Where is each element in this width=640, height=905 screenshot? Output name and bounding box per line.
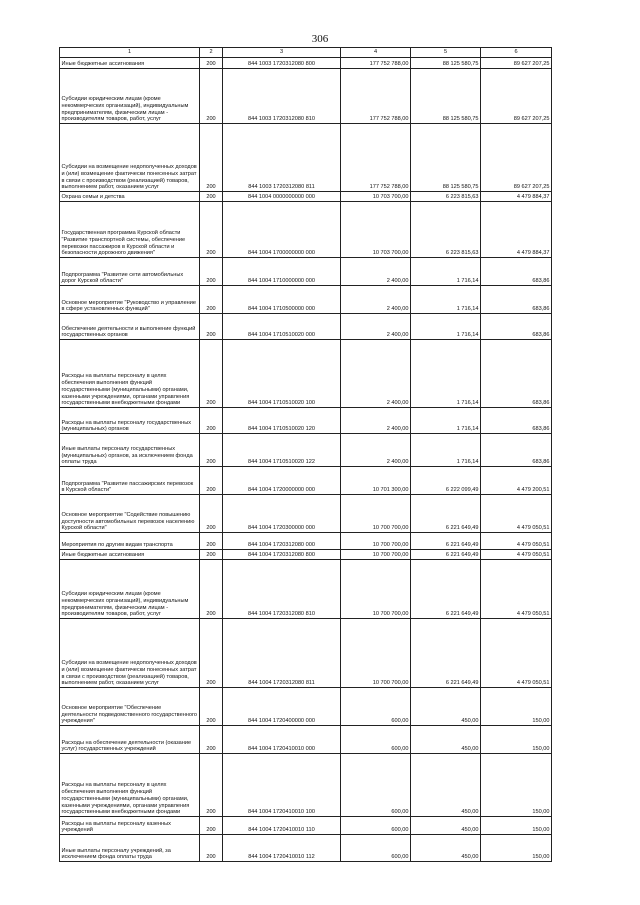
- row-value-col6-cell: 683,86: [481, 286, 552, 314]
- row-value-col5-cell: 450,00: [411, 726, 481, 754]
- row-code-cell: 844 1003 1720312080 800: [223, 58, 341, 69]
- row-admin-cell: 200: [200, 835, 223, 862]
- row-name-cell: Основное мероприятие "Содействие повышению доступности автомобильных перевозок населению Курской области": [60, 495, 200, 533]
- row-value-col5-cell: 1 716,14: [411, 408, 481, 434]
- row-name-cell: Субсидии на возмещение недополученных доходов и (или) возмещение фактически понесенных затрат в связи с производством (реализацией) товаров, выполнением работ, оказанием услуг: [60, 619, 200, 688]
- row-value-col4-cell: 10 700 700,00: [341, 495, 411, 533]
- table-row: [60, 434, 552, 467]
- row-value-col6-cell: 150,00: [481, 754, 552, 817]
- row-value-col5-cell: 6 223 815,63: [411, 192, 481, 202]
- table-row: [60, 550, 552, 560]
- row-code-cell: 844 1003 1720312080 811: [223, 124, 341, 192]
- table-row: [60, 124, 552, 192]
- row-value-col6-cell: 150,00: [481, 817, 552, 835]
- row-code-cell: 844 1004 1720312080 811: [223, 619, 341, 688]
- row-value-col4-cell: 600,00: [341, 817, 411, 835]
- row-value-col5-cell: 88 125 580,75: [411, 58, 481, 69]
- table-row: [60, 835, 552, 862]
- row-admin-cell: 200: [200, 340, 223, 408]
- row-admin-cell: 200: [200, 754, 223, 817]
- row-name-cell: Иные выплаты персоналу государственных (муниципальных) органов, за исключением фонда оплаты труда: [60, 434, 200, 467]
- row-name-cell: Расходы на выплаты персоналу казенных учреждений: [60, 817, 200, 835]
- row-value-col5-cell: 1 716,14: [411, 340, 481, 408]
- row-name-cell: Основное мероприятие "Руководство и управление в сфере установленных функций": [60, 286, 200, 314]
- table-row: [60, 688, 552, 726]
- row-value-col6-cell: 683,86: [481, 434, 552, 467]
- row-code-cell: 844 1004 1720400000 000: [223, 688, 341, 726]
- table-row: [60, 817, 552, 835]
- row-value-col4-cell: 2 400,00: [341, 340, 411, 408]
- row-code-cell: 844 1004 1710510020 100: [223, 340, 341, 408]
- table-row: [60, 754, 552, 817]
- row-name-cell: Иные бюджетные ассигнования: [60, 58, 200, 69]
- row-code-cell: 844 1004 1720410010 112: [223, 835, 341, 862]
- row-value-col6-cell: 4 479 050,51: [481, 550, 552, 560]
- row-name-cell: Расходы на выплаты персоналу в целях обеспечения выполнения функций государственными (муниципальными) органами, казенными учреждениями, органами управления государственными внебюджетными фондами: [60, 340, 200, 408]
- row-value-col6-cell: 4 479 050,51: [481, 619, 552, 688]
- row-value-col4-cell: 10 703 700,00: [341, 202, 411, 258]
- row-code-cell: 844 1004 1700000000 000: [223, 202, 341, 258]
- row-name-cell: Расходы на выплаты персоналу государственных (муниципальных) органов: [60, 408, 200, 434]
- row-code-cell: 844 1004 1710510020 120: [223, 408, 341, 434]
- row-value-col6-cell: 150,00: [481, 688, 552, 726]
- row-code-cell: 844 1004 1710510020 122: [223, 434, 341, 467]
- row-value-col6-cell: 150,00: [481, 726, 552, 754]
- row-name-cell: Мероприятия по другим видам транспорта: [60, 533, 200, 550]
- column-header: 4: [341, 48, 411, 58]
- row-code-cell: 844 1004 1720410010 110: [223, 817, 341, 835]
- row-value-col4-cell: 177 752 788,00: [341, 124, 411, 192]
- row-value-col4-cell: 600,00: [341, 726, 411, 754]
- row-value-col6-cell: 4 479 050,51: [481, 533, 552, 550]
- row-name-cell: Государственная программа Курской области "Развитие транспортной системы, обеспечение перевозки пассажиров в Курской области и безопасности дорожного движения": [60, 202, 200, 258]
- row-admin-cell: 200: [200, 286, 223, 314]
- table-row: [60, 467, 552, 495]
- row-value-col5-cell: 88 125 580,75: [411, 124, 481, 192]
- row-name-cell: Иные бюджетные ассигнования: [60, 550, 200, 560]
- row-name-cell: Подпрограмма "Развитие пассажирских перевозок в Курской области": [60, 467, 200, 495]
- header-row: [60, 48, 552, 58]
- row-value-col6-cell: 89 627 207,25: [481, 58, 552, 69]
- table-row: [60, 619, 552, 688]
- row-value-col6-cell: 4 479 050,51: [481, 495, 552, 533]
- row-value-col5-cell: 450,00: [411, 754, 481, 817]
- row-value-col6-cell: 4 479 884,37: [481, 202, 552, 258]
- row-admin-cell: 200: [200, 202, 223, 258]
- row-value-col5-cell: 6 221 649,49: [411, 533, 481, 550]
- row-value-col4-cell: 2 400,00: [341, 408, 411, 434]
- table-row: [60, 495, 552, 533]
- row-admin-cell: 200: [200, 560, 223, 619]
- row-value-col4-cell: 10 700 700,00: [341, 619, 411, 688]
- row-admin-cell: 200: [200, 817, 223, 835]
- table-row: [60, 286, 552, 314]
- row-code-cell: 844 1004 0000000000 000: [223, 192, 341, 202]
- row-value-col5-cell: 88 125 580,75: [411, 69, 481, 124]
- page-number: 306: [311, 33, 329, 45]
- row-value-col6-cell: 683,86: [481, 340, 552, 408]
- table-row: [60, 192, 552, 202]
- row-name-cell: Субсидии на возмещение недополученных доходов и (или) возмещение фактически понесенных затрат в связи с производством (реализацией) товаров, выполнением работ, оказанием услуг: [60, 124, 200, 192]
- row-value-col4-cell: 600,00: [341, 688, 411, 726]
- row-value-col4-cell: 2 400,00: [341, 434, 411, 467]
- row-code-cell: 844 1004 1710000000 000: [223, 258, 341, 286]
- row-admin-cell: 200: [200, 58, 223, 69]
- row-value-col4-cell: 600,00: [341, 835, 411, 862]
- row-value-col5-cell: 6 221 649,49: [411, 619, 481, 688]
- row-value-col4-cell: 177 752 788,00: [341, 58, 411, 69]
- row-value-col4-cell: 2 400,00: [341, 258, 411, 286]
- row-code-cell: 844 1004 1720410010 100: [223, 754, 341, 817]
- row-value-col5-cell: 1 716,14: [411, 258, 481, 286]
- row-admin-cell: 200: [200, 314, 223, 340]
- row-value-col4-cell: 10 700 700,00: [341, 550, 411, 560]
- row-value-col5-cell: 1 716,14: [411, 434, 481, 467]
- row-value-col4-cell: 2 400,00: [341, 314, 411, 340]
- row-value-col5-cell: 6 221 649,49: [411, 495, 481, 533]
- row-name-cell: Расходы на обеспечение деятельности (оказание услуг) государственных учреждений: [60, 726, 200, 754]
- column-header: 2: [200, 48, 223, 58]
- table-row: [60, 340, 552, 408]
- row-name-cell: Субсидии юридическим лицам (кроме некоммерческих организаций), индивидуальным предпринимателям, физическим лицам - производителям товаров, работ, услуг: [60, 69, 200, 124]
- column-header: 6: [481, 48, 552, 58]
- row-value-col4-cell: 10 701 300,00: [341, 467, 411, 495]
- table-body: [60, 58, 552, 862]
- row-admin-cell: 200: [200, 619, 223, 688]
- table-row: [60, 314, 552, 340]
- table-row: [60, 408, 552, 434]
- row-code-cell: 844 1004 1720410010 000: [223, 726, 341, 754]
- row-value-col4-cell: 600,00: [341, 754, 411, 817]
- row-value-col4-cell: 2 400,00: [341, 286, 411, 314]
- row-value-col5-cell: 450,00: [411, 688, 481, 726]
- row-name-cell: Подпрограмма "Развитие сети автомобильных дорог Курской области": [60, 258, 200, 286]
- row-admin-cell: 200: [200, 688, 223, 726]
- table-row: [60, 560, 552, 619]
- row-name-cell: Основное мероприятие "Обеспечение деятельности подведомственного государственного учреждения": [60, 688, 200, 726]
- row-value-col5-cell: 1 716,14: [411, 286, 481, 314]
- row-name-cell: Охрана семьи и детства: [60, 192, 200, 202]
- row-code-cell: 844 1004 1720312080 800: [223, 550, 341, 560]
- table-row: [60, 69, 552, 124]
- column-header: 5: [411, 48, 481, 58]
- row-value-col4-cell: 177 752 788,00: [341, 69, 411, 124]
- row-admin-cell: 200: [200, 434, 223, 467]
- row-value-col5-cell: 450,00: [411, 817, 481, 835]
- row-value-col5-cell: 450,00: [411, 835, 481, 862]
- table-row: [60, 202, 552, 258]
- row-value-col5-cell: 6 221 649,49: [411, 550, 481, 560]
- row-value-col4-cell: 10 703 700,00: [341, 192, 411, 202]
- row-code-cell: 844 1004 1720312080 810: [223, 560, 341, 619]
- row-admin-cell: 200: [200, 124, 223, 192]
- budget-table: [59, 47, 552, 862]
- row-value-col4-cell: 10 700 700,00: [341, 560, 411, 619]
- row-admin-cell: 200: [200, 258, 223, 286]
- row-name-cell: Иные выплаты персоналу учреждений, за исключением фонда оплаты труда: [60, 835, 200, 862]
- row-admin-cell: 200: [200, 467, 223, 495]
- row-value-col6-cell: 4 479 884,37: [481, 192, 552, 202]
- row-admin-cell: 200: [200, 533, 223, 550]
- row-value-col5-cell: 6 222 099,49: [411, 467, 481, 495]
- row-value-col6-cell: 683,86: [481, 258, 552, 286]
- row-value-col5-cell: 6 223 815,63: [411, 202, 481, 258]
- row-value-col4-cell: 10 700 700,00: [341, 533, 411, 550]
- row-code-cell: 844 1004 1710510020 000: [223, 314, 341, 340]
- row-admin-cell: 200: [200, 69, 223, 124]
- row-name-cell: Обеспечение деятельности и выполнение функций государственных органов: [60, 314, 200, 340]
- row-value-col6-cell: 150,00: [481, 835, 552, 862]
- row-admin-cell: 200: [200, 495, 223, 533]
- table-row: [60, 258, 552, 286]
- row-name-cell: Субсидии юридическим лицам (кроме некоммерческих организаций), индивидуальным предпринимателям, физическим лицам - производителям товаров, работ, услуг: [60, 560, 200, 619]
- row-value-col6-cell: 4 479 050,51: [481, 560, 552, 619]
- row-value-col6-cell: 683,86: [481, 314, 552, 340]
- row-value-col6-cell: 4 479 200,51: [481, 467, 552, 495]
- column-header: 1: [60, 48, 200, 58]
- row-code-cell: 844 1004 1720000000 000: [223, 467, 341, 495]
- row-admin-cell: 200: [200, 408, 223, 434]
- table-row: [60, 533, 552, 550]
- row-name-cell: Расходы на выплаты персоналу в целях обеспечения выполнения функций государственными (муниципальными) органами, казенными учреждениями, органами управления государственными внебюджетными фондами: [60, 754, 200, 817]
- row-code-cell: 844 1004 1720300000 000: [223, 495, 341, 533]
- row-value-col6-cell: 89 627 207,25: [481, 124, 552, 192]
- row-admin-cell: 200: [200, 550, 223, 560]
- row-value-col5-cell: 6 221 649,49: [411, 560, 481, 619]
- row-value-col6-cell: 683,86: [481, 408, 552, 434]
- row-admin-cell: 200: [200, 192, 223, 202]
- row-code-cell: 844 1004 1720312080 000: [223, 533, 341, 550]
- row-admin-cell: 200: [200, 726, 223, 754]
- row-code-cell: 844 1004 1710500000 000: [223, 286, 341, 314]
- column-header: 3: [223, 48, 341, 58]
- row-value-col6-cell: 89 627 207,25: [481, 69, 552, 124]
- table-row: [60, 726, 552, 754]
- row-value-col5-cell: 1 716,14: [411, 314, 481, 340]
- row-code-cell: 844 1003 1720312080 810: [223, 69, 341, 124]
- table-row: [60, 58, 552, 69]
